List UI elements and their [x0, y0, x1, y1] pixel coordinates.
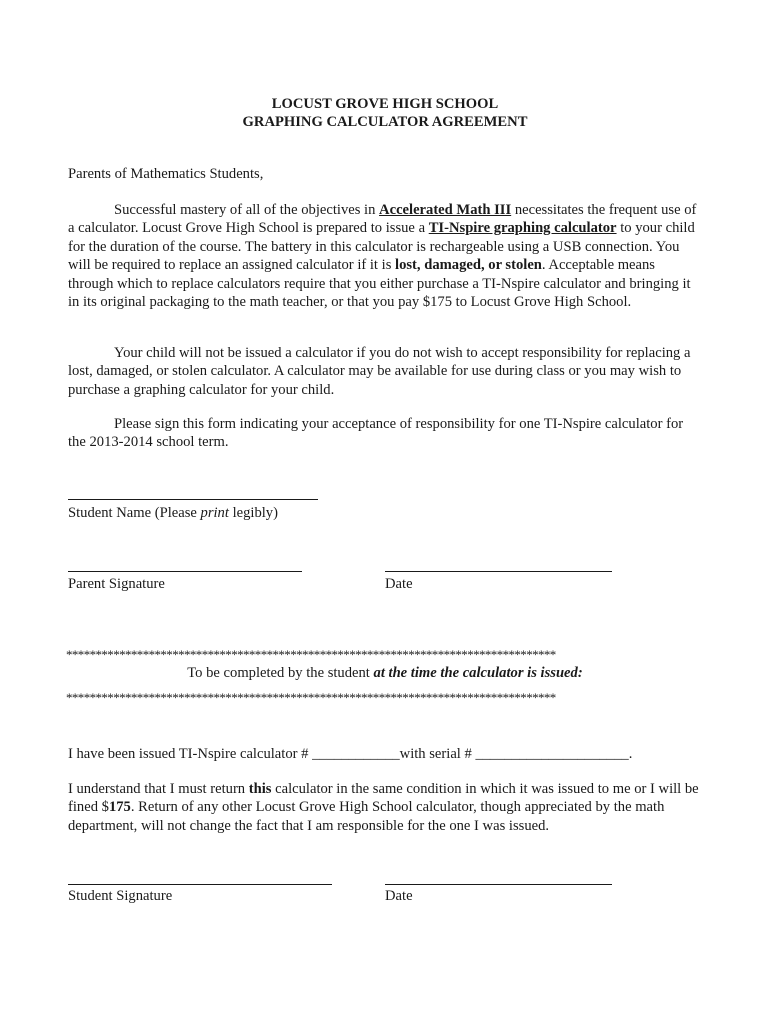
understanding-statement: I understand that I must return this calculator in the same condition in which it was issued to me or I will be fined $175. Return of any other Locust Grove High School calculator, though appreciated by the math department, will not change the fact that I am responsible for the one I was issued. [68, 781, 699, 834]
issued-calculator-line: I have been issued TI-Nspire calculator # ____________with serial # _____________________. [68, 746, 633, 762]
student-date-label: Date [385, 888, 413, 904]
paragraph-sign-form [68, 415, 704, 452]
para1-text-2: necessitates the frequent use of a calculator. Locust Grove High School is prepared to issue a [68, 202, 697, 237]
student-signature-label: Student Signature [68, 888, 173, 904]
parent-signature-line[interactable] [68, 571, 302, 572]
document-title: GRAPHING CALCULATOR AGREEMENT [242, 114, 528, 130]
paragraph-no-calculator [68, 344, 704, 399]
print-emphasis: print [200, 505, 229, 521]
student-section-heading: To be completed by the student at the time the calculator is issued: [187, 665, 583, 681]
para1-text-1: Successful mastery of all of the objectives in [114, 202, 380, 218]
issue-time-emphasis: at the time the calculator is issued: [373, 665, 583, 681]
parent-signature-label: Parent Signature [68, 576, 165, 592]
parent-date-label: Date [385, 576, 413, 592]
parent-date-line[interactable] [385, 571, 612, 572]
student-date-line[interactable] [385, 884, 612, 885]
calculator-number-blank[interactable]: ____________ [312, 746, 400, 762]
divider-top: *********************************************************************************** [66, 648, 556, 662]
this-emphasis: this [248, 781, 272, 797]
para3-text: Please sign this form indicating your acceptance of responsibility for one TI-Nspire calculator for the 2013-2014 school term. [68, 416, 684, 451]
student-signature-line[interactable] [68, 884, 332, 885]
para1-text-3: to your child for the duration of the course. The battery in this calculator is rechargeable using a USB connection. You will be required to replace an assigned calculator if it is [68, 220, 695, 274]
student-name-line[interactable] [68, 499, 318, 500]
student-name-label: Student Name (Please print legibly) [68, 505, 278, 521]
para2-text: Your child will not be issued a calculator if you do not wish to accept responsibility for replacing a lost, damaged, or stolen calculator. A calculator may be available for use during class or you may wish to purchase a graphing calculator for your child. [68, 345, 691, 398]
greeting: Parents of Mathematics Students, [68, 166, 264, 182]
fine-amount: 175 [108, 799, 131, 816]
calculator-model: TI-Nspire graphing calculator [428, 220, 617, 237]
para1-text-4: . Acceptable means through which to replace calculators require that you either purchase a TI-Nspire calculator and bringing it in its original packaging to the math teacher, or that you pay $175 to Locust Grove High School. [68, 257, 691, 311]
replacement-conditions: lost, damaged, or stolen [395, 257, 542, 274]
course-name: Accelerated Math III [379, 202, 512, 218]
serial-number-blank[interactable]: _____________________ [475, 746, 629, 762]
divider-bottom: *********************************************************************************** [66, 691, 556, 705]
school-name: LOCUST GROVE HIGH SCHOOL [271, 96, 499, 112]
paragraph-responsibility [68, 201, 704, 311]
